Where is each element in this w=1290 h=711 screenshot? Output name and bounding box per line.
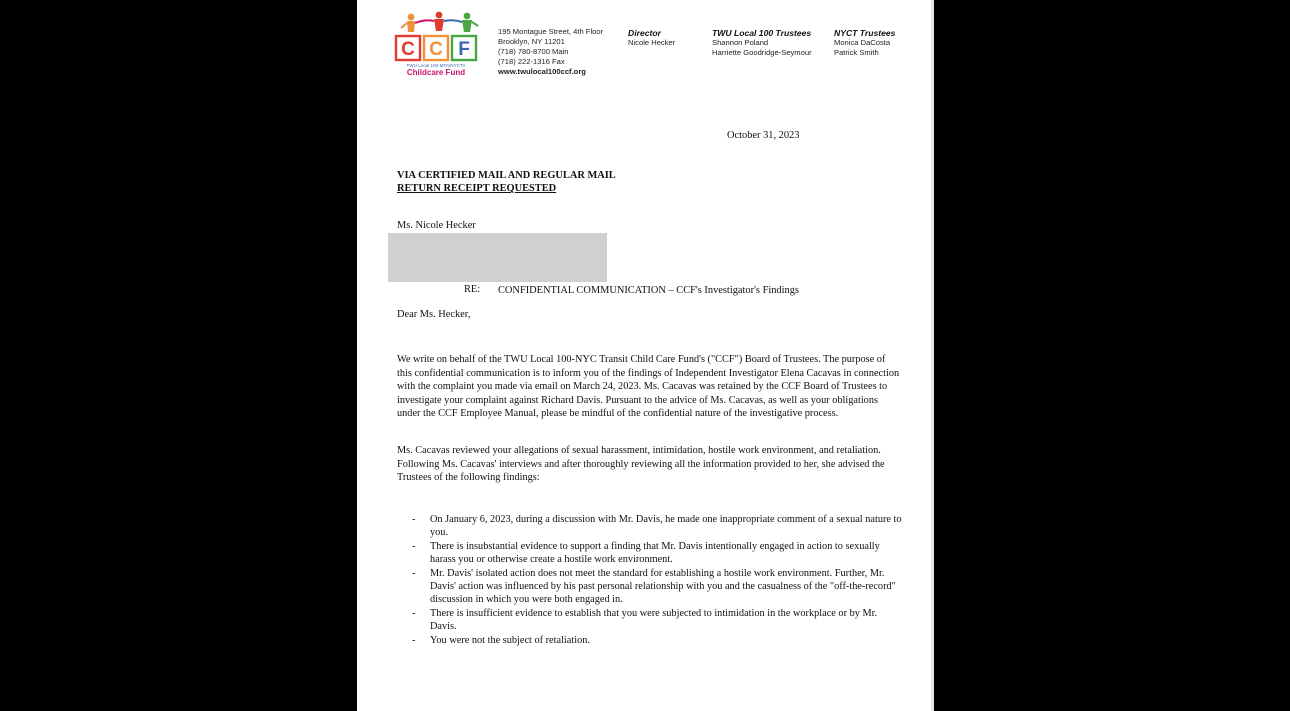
- children-figures-icon: [401, 12, 478, 32]
- address-line: (718) 780-8700 Main: [498, 47, 569, 56]
- finding-text: Mr. Davis' isolated action does not meet the standard for establishing a hostile work environment. Further, Mr. Davis' action was influenced by his past personal relationship with you and the casualness of the "off-the-record" discussion in which you were both engaged in.: [430, 568, 896, 605]
- page-edge: [931, 0, 934, 711]
- re-subject: CONFIDENTIAL COMMUNICATION – CCF's Investigator's Findings: [498, 285, 799, 296]
- director-heading: Director: [628, 28, 661, 38]
- mail-line-2: RETURN RECEIPT REQUESTED: [397, 183, 557, 194]
- director-name: Nicole Hecker: [628, 38, 676, 47]
- bullet-dash: -: [412, 568, 416, 579]
- trustee-name: Monica DaCosta: [834, 38, 891, 47]
- findings-list: [412, 513, 902, 648]
- logo-line2: Childcare Fund: [406, 68, 466, 77]
- re-label: RE:: [464, 284, 481, 295]
- ccf-logo: [393, 10, 481, 80]
- address-line: Brooklyn, NY 11201: [498, 37, 565, 46]
- fund-address: [498, 27, 603, 77]
- letter-page: [357, 0, 934, 711]
- finding-item: [412, 567, 902, 606]
- trustee-name: Harriette Goodridge-Seymour: [712, 48, 812, 57]
- mail-method: [397, 169, 616, 195]
- address-line: 195 Montague Street, 4th Floor: [498, 27, 604, 36]
- finding-text: You were not the subject of retaliation.: [430, 635, 590, 646]
- addressee-name: Ms. Nicole Hecker: [397, 220, 476, 231]
- trustee-name: Patrick Smith: [834, 48, 879, 57]
- bullet-dash: -: [412, 514, 416, 525]
- body-paragraph-2: Ms. Cacavas reviewed your allegations of sexual harassment, intimidation, hostile work environment, and retaliation. Following Ms. Cacavas' interviews and after thoroughly reviewing all the information provided to her, she advised the Trustees of the following findings:: [397, 445, 885, 484]
- logo-letter-1: C: [401, 39, 415, 60]
- redacted-address: [388, 233, 607, 282]
- logo-line1: TWU Local 100-MTA/NYCTA: [406, 63, 466, 68]
- finding-item: [412, 607, 902, 633]
- twu-trustees-block: [712, 28, 812, 58]
- address-line: (718) 222-1316 Fax: [498, 57, 565, 66]
- finding-item: [412, 513, 902, 539]
- letter-date: October 31, 2023: [727, 130, 800, 141]
- director-block: [628, 28, 675, 48]
- finding-text: There is insufficient evidence to establish that you were subjected to intimidation in the workplace or by Mr. Davis.: [430, 608, 878, 632]
- salutation: Dear Ms. Hecker,: [397, 309, 471, 320]
- mail-line-1: VIA CERTIFIED MAIL AND REGULAR MAIL: [397, 170, 616, 181]
- logo-letter-3: F: [458, 39, 470, 60]
- finding-item: [412, 634, 902, 647]
- nyct-trustees-heading: NYCT Trustees: [834, 28, 896, 38]
- finding-item: [412, 540, 902, 566]
- bullet-dash: -: [412, 608, 416, 619]
- website: www.twulocal100ccf.org: [498, 67, 586, 76]
- logo-letter-2: C: [429, 39, 443, 60]
- finding-text: On January 6, 2023, during a discussion with Mr. Davis, he made one inappropriate comment of a sexual nature to you.: [430, 514, 902, 538]
- bullet-dash: -: [412, 635, 416, 646]
- body-paragraph-1: We write on behalf of the TWU Local 100-NYC Transit Child Care Fund's ("CCF") Board of Trustees. The purpose of this confidential communication is to inform you of the findings of Independent Investigator Elena Cacavas in connection with the complaint you made via email on March 24, 2023. Ms. Cacavas was retained by the CCF Board of Trustees to investigate your complaint against Richard Davis. Pursuant to the advice of Ms. Cacavas, as well as your obligations under the CCF Employee Manual, please be mindful of the confidential nature of the investigative process.: [397, 354, 900, 420]
- twu-trustees-heading: TWU Local 100 Trustees: [712, 28, 812, 38]
- bullet-dash: -: [412, 541, 416, 552]
- trustee-name: Shannon Poland: [712, 38, 769, 47]
- nyct-trustees-block: [834, 28, 895, 58]
- finding-text: There is insubstantial evidence to support a finding that Mr. Davis intentionally engaged in action to sexually harass you or otherwise create a hostile work environment.: [430, 541, 880, 565]
